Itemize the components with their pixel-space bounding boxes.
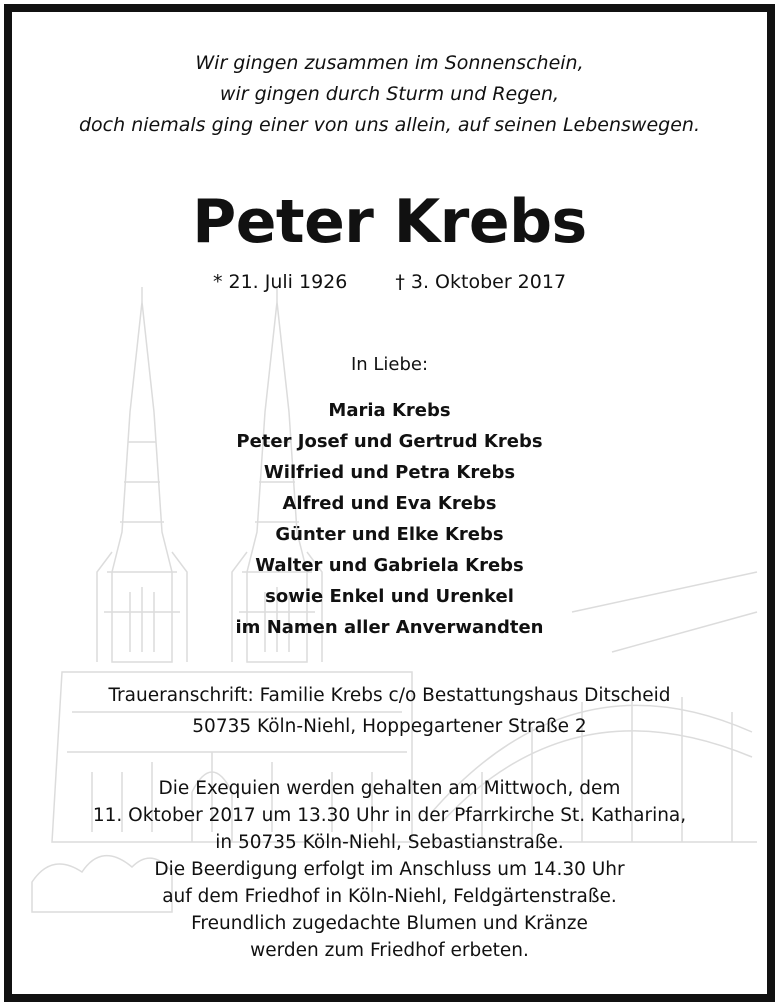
- service-line: werden zum Friedhof erbeten.: [250, 940, 529, 961]
- mourner-name: Günter und Elke Krebs: [275, 524, 504, 545]
- obituary-card: [4, 4, 775, 1002]
- service-line: auf dem Friedhof in Köln-Niehl, Feldgärtenstraße.: [162, 886, 617, 907]
- obituary-content: [12, 12, 767, 994]
- mourner-name: im Namen aller Anverwandten: [235, 617, 544, 638]
- service-line: Freundlich zugedachte Blumen und Kränze: [191, 913, 588, 934]
- life-dates: [12, 269, 767, 295]
- mourner-name: Wilfried und Petra Krebs: [263, 462, 516, 483]
- poem: [12, 48, 767, 141]
- address-line: 50735 Köln-Niehl, Hoppegartener Straße 2: [192, 716, 587, 737]
- service-line: in 50735 Köln-Niehl, Sebastianstraße.: [215, 832, 564, 853]
- mourning-address: [12, 680, 767, 742]
- birth-date: * 21. Juli 1926: [212, 271, 348, 293]
- service-details: [12, 775, 767, 964]
- mourner-name: Alfred und Eva Krebs: [282, 493, 497, 514]
- deceased-name: Peter Krebs: [192, 187, 587, 257]
- service-line: Die Exequien werden gehalten am Mittwoch, dem: [158, 778, 621, 799]
- death-date: † 3. Oktober 2017: [395, 271, 567, 293]
- mourner-name: Peter Josef und Gertrud Krebs: [236, 431, 543, 452]
- mourners-intro: In Liebe:: [350, 354, 429, 375]
- service-line: Die Beerdigung erfolgt im Anschluss um 14.30 Uhr: [154, 859, 625, 880]
- mourner-name: sowie Enkel und Urenkel: [265, 586, 514, 607]
- poem-line: doch niemals ging einer von uns allein, auf seinen Lebenswegen.: [78, 114, 700, 136]
- address-line: Traueranschrift: Familie Krebs c/o Bestattungshaus Ditscheid: [108, 685, 671, 706]
- poem-line: wir gingen durch Sturm und Regen,: [219, 83, 560, 105]
- mourner-name: Maria Krebs: [328, 400, 451, 421]
- mourner-name: Walter und Gabriela Krebs: [255, 555, 524, 576]
- poem-line: Wir gingen zusammen im Sonnenschein,: [195, 52, 584, 74]
- mourners-list: [12, 395, 767, 643]
- service-line: 11. Oktober 2017 um 13.30 Uhr in der Pfarrkirche St. Katharina,: [92, 805, 687, 826]
